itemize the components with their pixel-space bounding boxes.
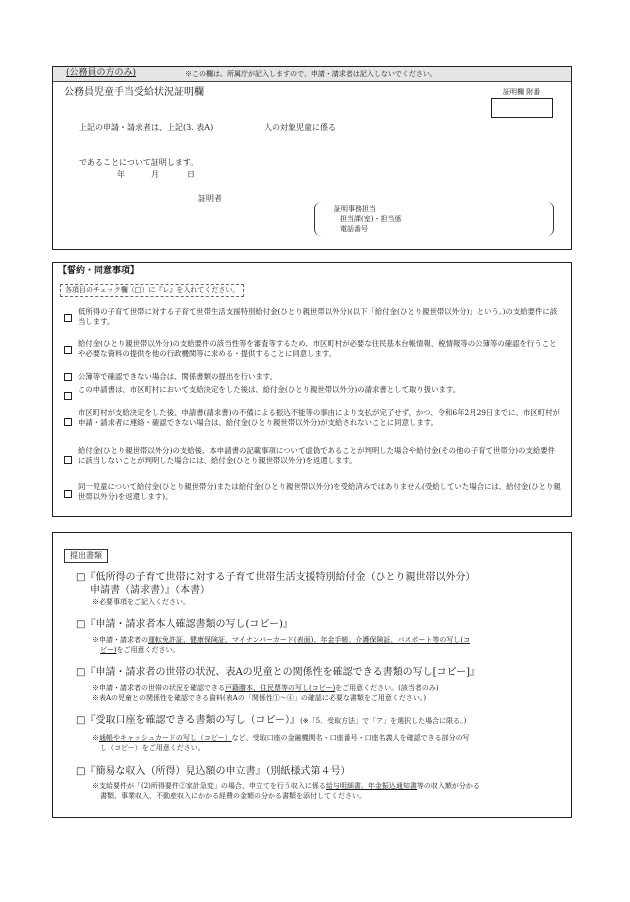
doc4-title-note: (※「5．受取方法」で「ア」を選択した場合に限る。) [300, 717, 467, 725]
documents-title: 提出書類 [64, 549, 108, 563]
pledge-instruction: 各項目のチェック欄（□）に『レ』を入れてください。 [60, 284, 244, 297]
pledge-item-1: 低所得の子育て世帯に対する子育て世帯生活支援特別給付金(ひとり親世帯以外分)(以下「給付金(ひとり親世帯以外分)」という。)の支給要件に該当します。 [78, 307, 558, 326]
doc4-title-text: □『受取口座を確認できる書類の写し（コピー）』 [76, 715, 301, 726]
pledge-item-2: 給付金(ひとり親世帯以外分)の支給要件の該当性等を審査等するため、市区町村が必要な住民基本台帳情報、税情報等の公簿等の確認を行うことや必要な資料の提供を他の行政機関等に求める・提供することに同意します。 [78, 339, 557, 358]
doc2-note-tail: をご用意ください。 [116, 646, 180, 654]
doc1-title-line2: 申請書（請求書）』（本書） [90, 585, 210, 596]
doc3-note-1-underlined: 戸籍謄本、住民票等の写し(コピー) [225, 684, 336, 692]
pledge-title: 【誓約・同意事項】 [58, 266, 140, 276]
doc4-note-lead: ※ [92, 734, 99, 742]
doc5-note-lead: ※支給要件が「(2)所得要件②家計急変」の場合、申立てを行う収入に係る [92, 782, 326, 790]
doc2-note [92, 636, 552, 645]
doc3-note-1 [92, 684, 439, 693]
pledge-checkbox-4[interactable] [64, 392, 72, 400]
doc1-note: ※必要事項をご記入ください。 [92, 598, 190, 606]
doc5-title: □『簡易な収入（所得）見込額の申立書』（別紙様式第４号） [76, 766, 351, 777]
doc4-note-line2: し（コピー）をご用意ください。 [100, 744, 205, 752]
pledge-checkbox-7[interactable] [64, 490, 72, 498]
pledge-item-4: この申請書は、市区町村において支給決定をした後は、給付金(ひとり親世帯以外分)の請求書として取り扱います。 [78, 385, 461, 394]
doc3-note-1-tail: をご用意ください。(該当者のみ) [335, 684, 439, 692]
pledge-item-3: 公簿等で確認できない場合は、関係書類の提出を行います。 [78, 372, 277, 381]
certifier-label: 証明者 [198, 194, 222, 203]
date-month: 月 [151, 170, 159, 179]
pledge-item-7: 同一児童について給付金(ひとり親世帯分)または給付金(ひとり親世帯以外分)を受給済みではありません(受給していた場合には、給付金(ひとり親世帯以外分)を返還します)。 [78, 482, 561, 501]
date-year: 年 [117, 170, 125, 179]
doc4-note-underlined: 通帳やキャッシュカードの写し（コピー） [99, 734, 232, 742]
doc5-note-underlined: 給与明細書、年金振込通知書 [325, 782, 417, 790]
pledge-item-5: 市区町村が支給決定をした後、申請書(請求書)の不備による振込不能等の事由により支払が完了せず、かつ、令和6年2月29日までに、市区町村が申請・請求者に連絡・確認できない場合は、給付金(ひとり親世帯以外分)が支給されないことに同意します。 [78, 408, 560, 427]
doc4-note-tail: など、受取口座の金融機関名・口座番号・口座名義人を確認できる部分の写 [231, 734, 470, 742]
doc2-title: □『申請・請求者本人確認書類の写し(コピー)』 [76, 619, 293, 630]
cert-number-field[interactable] [491, 98, 553, 118]
office-phone-label: 電話番号 [340, 225, 368, 233]
pledge-checkbox-1[interactable] [64, 314, 72, 322]
date-day: 日 [187, 170, 195, 179]
doc2-note-line2 [100, 646, 179, 655]
doc3-note-1-lead: ※申請・請求者の世帯の状況を確認できる [92, 684, 225, 692]
pledge-checkbox-6[interactable] [64, 456, 72, 464]
doc2-note-lead: ※申請・請求者の [92, 636, 148, 644]
doc2-note-underlined: 運転免許証、健康保険証、マイナンバーカード(表面)、年金手帳、介護保険証、パスポート等の写し(コ [148, 636, 471, 644]
doc5-note-line2: 書類、事業収入、不動産収入にかかる経費の金額の分かる書類を添付してください。 [100, 792, 366, 800]
pledge-checkbox-2[interactable] [64, 346, 72, 354]
doc4-note [92, 734, 552, 743]
pledge-checkbox-5[interactable] [64, 418, 72, 426]
official-title: 公務員児童手当受給状況証明欄 [64, 87, 204, 98]
doc1-title: □『低所得の子育て世帯に対する子育て世帯生活支援特別給付金（ひとり親世帯以外分） [76, 572, 476, 583]
official-line1: 上記の申請・請求者は、上記(3. 表A) [79, 123, 214, 132]
official-header-note: ※この欄は、所属庁が記入しますので、申請・請求者は記入しないでください。 [185, 70, 437, 78]
office-contact-label: 証明事務担当 [334, 205, 376, 213]
doc5-note-tail: 等の収入額が分かる [416, 782, 480, 790]
pledge-checkbox-3[interactable] [64, 373, 72, 381]
official-line1-children: 人の対象児童に係る [264, 123, 336, 132]
doc5-note [92, 782, 552, 791]
official-line2: であることについて証明します。 [79, 158, 199, 167]
pledge-item-6: 給付金(ひとり親世帯以外分)の支給後、本申請書の記載事項について虚偽であることが判明した場合や給付金(その他の子育て世帯分)の支給要件に該当しないことが判明した場合には、給付金(ひとり親世帯以外分)を返還します。 [78, 446, 556, 465]
doc3-note-2: ※表Aの児童との関係性を確認できる資料(表Aの「関係性①～④」の確認に必要な書類をご用意ください。) [92, 694, 427, 702]
office-person-label: 担当課(室)・担当係 [340, 215, 402, 223]
doc4-title [76, 714, 466, 727]
doc3-title: □『申請・請求者の世帯の状況、表Aの児童との関係性を確認できる書類の写し[コピー]』 [76, 667, 481, 678]
doc2-note-underlined-2: ピー) [100, 646, 117, 654]
official-header-label: (公務員の方のみ) [66, 68, 137, 78]
cert-number-label: 証明欄 附番 [503, 88, 541, 96]
